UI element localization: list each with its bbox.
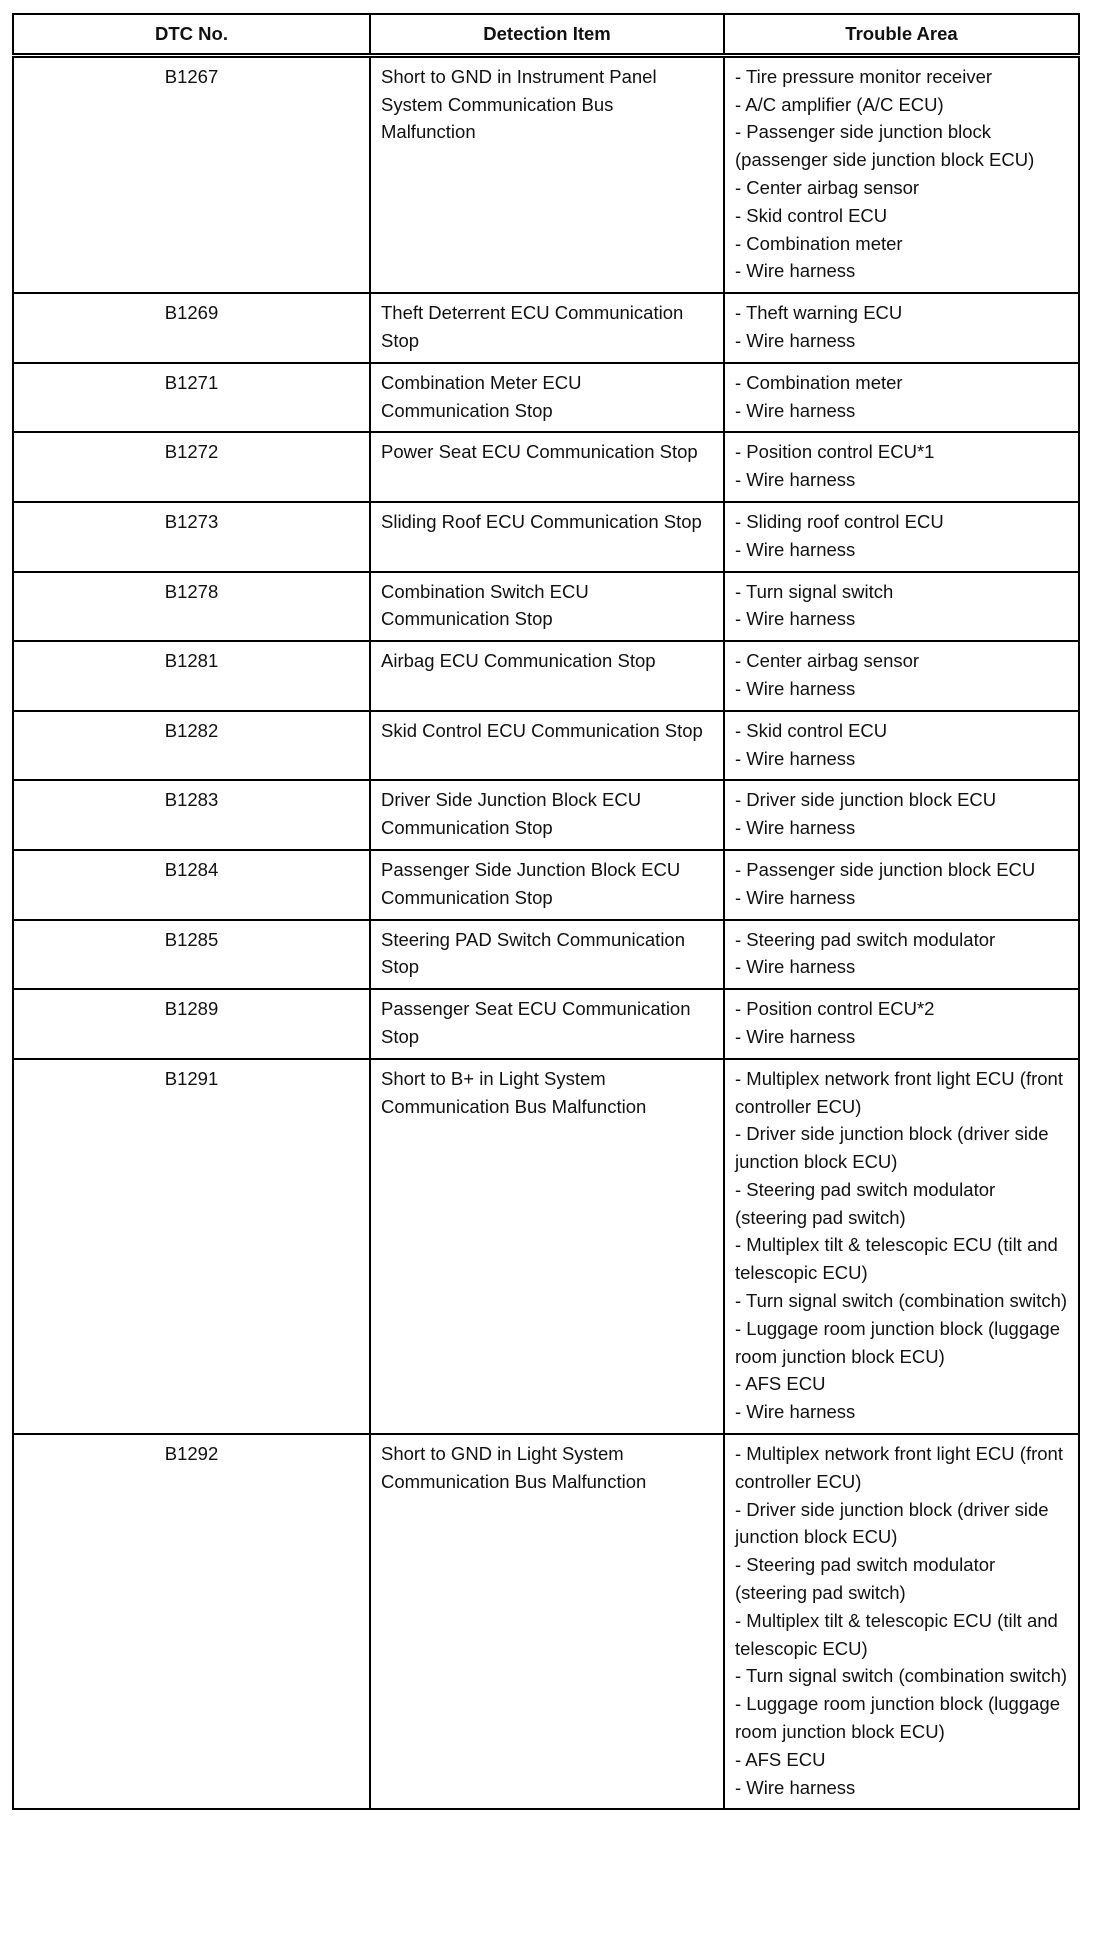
trouble-area-item: - Multiplex tilt & telescopic ECU (tilt and telescopic ECU) (735, 1609, 1058, 1659)
dtc-code: B1267 (13, 55, 370, 293)
dtc-code: B1271 (13, 363, 370, 433)
detection-item: Passenger Side Junction Block ECU Communication Stop (370, 850, 724, 920)
dtc-code: B1273 (13, 502, 370, 572)
table-row (13, 780, 1079, 850)
trouble-area (724, 432, 1079, 502)
dtc-code: B1285 (13, 920, 370, 990)
detection-item: Sliding Roof ECU Communication Stop (370, 502, 724, 572)
header-dtc-no: DTC No. (13, 14, 370, 55)
dtc-code: B1269 (13, 293, 370, 363)
table-row (13, 920, 1079, 990)
trouble-area-item: - Turn signal switch (combination switch) (735, 1665, 1068, 1687)
trouble-area-item: - Combination meter (735, 371, 903, 393)
trouble-area-item: - Position control ECU*2 (735, 998, 935, 1020)
trouble-area-item: - Theft warning ECU (735, 302, 903, 324)
trouble-area-item: - Wire harness (735, 260, 856, 282)
detection-item: Short to GND in Instrument Panel System Communication Bus Malfunction (370, 55, 724, 293)
detection-item: Combination Meter ECU Communication Stop (370, 363, 724, 433)
trouble-area-item: - Combination meter (735, 232, 903, 254)
table-row (13, 1059, 1079, 1434)
dtc-code: B1283 (13, 780, 370, 850)
trouble-area-item: - A/C amplifier (A/C ECU) (735, 93, 944, 115)
table-row (13, 641, 1079, 711)
trouble-area-item: - Steering pad switch modulator (steering pad switch) (735, 1178, 996, 1228)
table-row (13, 572, 1079, 642)
table-row (13, 1434, 1079, 1809)
detection-item: Theft Deterrent ECU Communication Stop (370, 293, 724, 363)
trouble-area-item: - Wire harness (735, 1401, 856, 1423)
trouble-area-item: - Wire harness (735, 747, 856, 769)
trouble-area-item: - Wire harness (735, 329, 856, 351)
trouble-area-item: - Skid control ECU (735, 719, 888, 741)
trouble-area-item: - Sliding roof control ECU (735, 510, 944, 532)
detection-item: Airbag ECU Communication Stop (370, 641, 724, 711)
dtc-code: B1291 (13, 1059, 370, 1434)
trouble-area (724, 641, 1079, 711)
trouble-area-item: - Driver side junction block (driver side junction block ECU) (735, 1498, 1049, 1548)
trouble-area-item: - Wire harness (735, 817, 856, 839)
trouble-area-item: - Wire harness (735, 608, 856, 630)
trouble-area (724, 55, 1079, 293)
dtc-code: B1272 (13, 432, 370, 502)
trouble-area-item: - Skid control ECU (735, 204, 888, 226)
detection-item: Combination Switch ECU Communication Stop (370, 572, 724, 642)
table-row (13, 293, 1079, 363)
trouble-area (724, 920, 1079, 990)
trouble-area-item: - Passenger side junction block ECU (735, 858, 1036, 880)
dtc-code: B1278 (13, 572, 370, 642)
trouble-area-item: - Wire harness (735, 399, 856, 421)
table-row (13, 850, 1079, 920)
trouble-area-item: - Wire harness (735, 469, 856, 491)
trouble-area-item: - Passenger side junction block (passenger side junction block ECU) (735, 121, 1035, 171)
trouble-area (724, 989, 1079, 1059)
dtc-code: B1284 (13, 850, 370, 920)
trouble-area-item: - Luggage room junction block (luggage room junction block ECU) (735, 1693, 1060, 1743)
trouble-area (724, 711, 1079, 781)
trouble-area-item: - Wire harness (735, 956, 856, 978)
trouble-area (724, 1434, 1079, 1809)
detection-item: Short to B+ in Light System Communication Bus Malfunction (370, 1059, 724, 1434)
trouble-area-item: - AFS ECU (735, 1373, 826, 1395)
header-trouble-area: Trouble Area (724, 14, 1079, 55)
trouble-area (724, 293, 1079, 363)
trouble-area-item: - Wire harness (735, 886, 856, 908)
dtc-code: B1282 (13, 711, 370, 781)
table-row (13, 363, 1079, 433)
trouble-area-item: - Steering pad switch modulator (steering pad switch) (735, 1554, 996, 1604)
trouble-area-item: - Tire pressure monitor receiver (735, 65, 993, 87)
header-row (13, 14, 1079, 55)
trouble-area-item: - Turn signal switch (combination switch) (735, 1290, 1068, 1312)
table-row (13, 432, 1079, 502)
trouble-area-item: - Center airbag sensor (735, 650, 920, 672)
detection-item: Driver Side Junction Block ECU Communication Stop (370, 780, 724, 850)
detection-item: Skid Control ECU Communication Stop (370, 711, 724, 781)
dtc-code: B1292 (13, 1434, 370, 1809)
trouble-area-item: - Driver side junction block ECU (735, 789, 997, 811)
trouble-area (724, 780, 1079, 850)
table-row (13, 502, 1079, 572)
trouble-area-item: - Wire harness (735, 1025, 856, 1047)
detection-item: Steering PAD Switch Communication Stop (370, 920, 724, 990)
table-row (13, 989, 1079, 1059)
dtc-code: B1281 (13, 641, 370, 711)
detection-item: Passenger Seat ECU Communication Stop (370, 989, 724, 1059)
trouble-area-item: - Center airbag sensor (735, 176, 920, 198)
trouble-area (724, 1059, 1079, 1434)
trouble-area-item: - Position control ECU*1 (735, 441, 935, 463)
detection-item: Short to GND in Light System Communication Bus Malfunction (370, 1434, 724, 1809)
trouble-area (724, 363, 1079, 433)
trouble-area-item: - Turn signal switch (735, 580, 894, 602)
trouble-area-item: - Multiplex network front light ECU (front controller ECU) (735, 1443, 1063, 1492)
trouble-area-item: - Multiplex network front light ECU (front controller ECU) (735, 1067, 1063, 1117)
trouble-area-item: - Driver side junction block (driver side junction block ECU) (735, 1123, 1049, 1173)
trouble-area (724, 572, 1079, 642)
trouble-area (724, 850, 1079, 920)
trouble-area-item: - Multiplex tilt & telescopic ECU (tilt and telescopic ECU) (735, 1234, 1058, 1284)
dtc-code: B1289 (13, 989, 370, 1059)
trouble-area-item: - Steering pad switch modulator (735, 928, 996, 950)
trouble-area (724, 502, 1079, 572)
dtc-table (12, 13, 1080, 1810)
trouble-area-item: - Wire harness (735, 1776, 856, 1798)
trouble-area-item: - AFS ECU (735, 1748, 826, 1770)
table-row (13, 55, 1079, 293)
trouble-area-item: - Wire harness (735, 677, 856, 699)
table-row (13, 711, 1079, 781)
detection-item: Power Seat ECU Communication Stop (370, 432, 724, 502)
trouble-area-item: - Wire harness (735, 538, 856, 560)
header-detection-item: Detection Item (370, 14, 724, 55)
trouble-area-item: - Luggage room junction block (luggage room junction block ECU) (735, 1317, 1060, 1367)
